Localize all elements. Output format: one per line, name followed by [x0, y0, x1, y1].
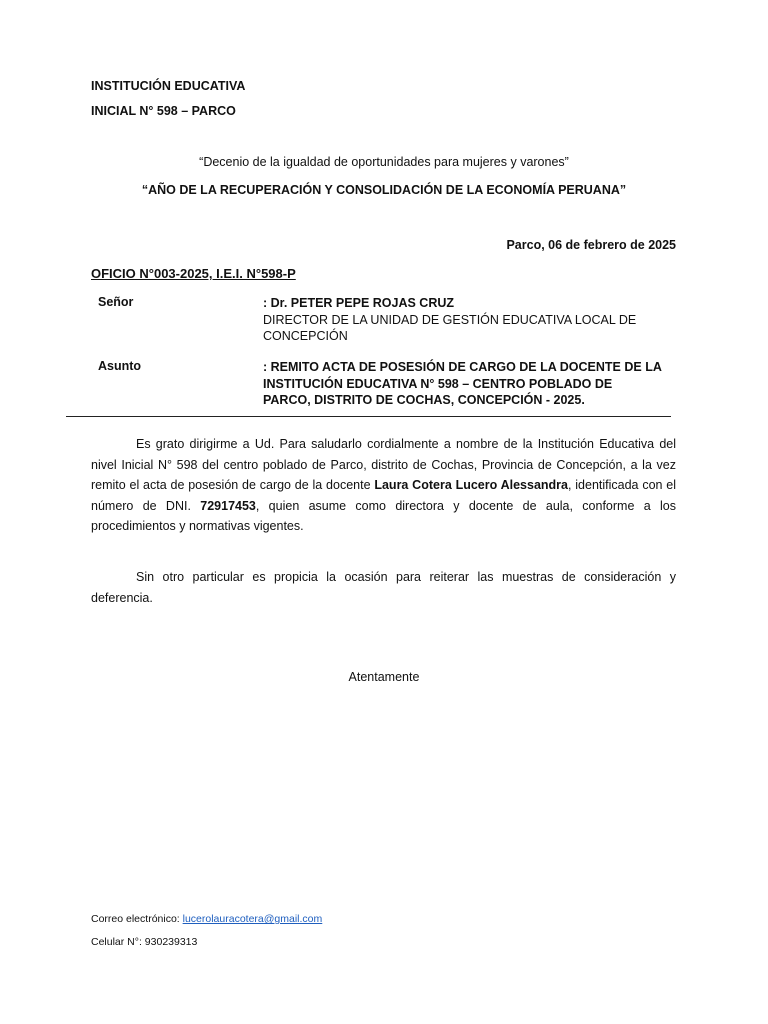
paragraph-1-line-4-text-b: , quien asume como directora y docente de aula, conforme a los — [255, 498, 676, 513]
recipient-title-line2: CONCEPCIÓN — [263, 329, 348, 343]
closing-text: Atentamente — [348, 670, 420, 684]
institution-name-line2: INICIAL N° 598 – PARCO — [91, 104, 236, 118]
paragraph-2-line-2: deferencia. — [91, 590, 153, 605]
subject-block — [263, 359, 662, 409]
teacher-name: Laura Cotera Lucero Alessandra — [374, 478, 568, 492]
paragraph-1-line-2: nivel Inicial N° 598 del centro poblado de Parco, distrito de Cochas, Provincia de Concepción, a la vez — [91, 457, 676, 472]
dni-number: 72917453 — [200, 498, 256, 513]
body-paragraph-1 — [91, 434, 676, 537]
subject-line2: INSTITUCIÓN EDUCATIVA N° 598 – CENTRO POBLADO DE — [263, 376, 613, 391]
decenio-slogan: “Decenio de la igualdad de oportunidades para mujeres y varones” — [199, 155, 569, 169]
recipient-name: : Dr. PETER PEPE ROJAS CRUZ — [263, 296, 455, 310]
oficio-number: OFICIO N°003-2025, I.E.I. N°598-P — [91, 266, 296, 281]
recipient-title-line1: DIRECTOR DE LA UNIDAD DE GESTIÓN EDUCATIVA LOCAL DE — [263, 312, 637, 327]
footer-phone: Celular N°: 930239313 — [91, 936, 198, 948]
recipient-label: Señor — [98, 295, 134, 309]
recipient-block — [263, 295, 636, 345]
subject-line1: : REMITO ACTA DE POSESIÓN DE CARGO DE LA DOCENTE DE LA — [263, 360, 662, 374]
document-date: Parco, 06 de febrero de 2025 — [506, 238, 676, 252]
footer-email — [91, 913, 322, 925]
paragraph-1-line-3 — [91, 475, 676, 496]
paragraph-1-line-1: Es grato dirigirme a Ud. Para saludarlo cordialmente a nombre de la Institución Educativa del — [136, 437, 676, 451]
paragraph-1-line-4-text-a: número de DNI. — [91, 498, 201, 513]
header-divider — [66, 416, 671, 417]
paragraph-2-line-1: Sin otro particular es propicia la ocasión para reiterar las muestras de consideración y — [136, 570, 676, 584]
paragraph-1-line-3-text-a: remito el acta de posesión de cargo de la docente — [91, 478, 375, 492]
paragraph-1-line-4 — [91, 496, 676, 517]
email-link[interactable]: lucerolauracotera@gmail.com — [182, 913, 323, 925]
email-label: Correo electrónico: — [91, 913, 183, 925]
year-slogan: “AÑO DE LA RECUPERACIÓN Y CONSOLIDACIÓN DE LA ECONOMÍA PERUANA” — [141, 183, 627, 197]
institution-name-line1: INSTITUCIÓN EDUCATIVA — [91, 79, 246, 93]
subject-label: Asunto — [98, 359, 142, 373]
subject-line3: PARCO, DISTRITO DE COCHAS, CONCEPCIÓN - 2025. — [263, 393, 585, 407]
body-paragraph-2 — [91, 567, 676, 608]
paragraph-1-line-5: procedimientos y normativas vigentes. — [91, 519, 304, 533]
paragraph-1-line-3-text-b: , identificada con el — [568, 478, 677, 492]
